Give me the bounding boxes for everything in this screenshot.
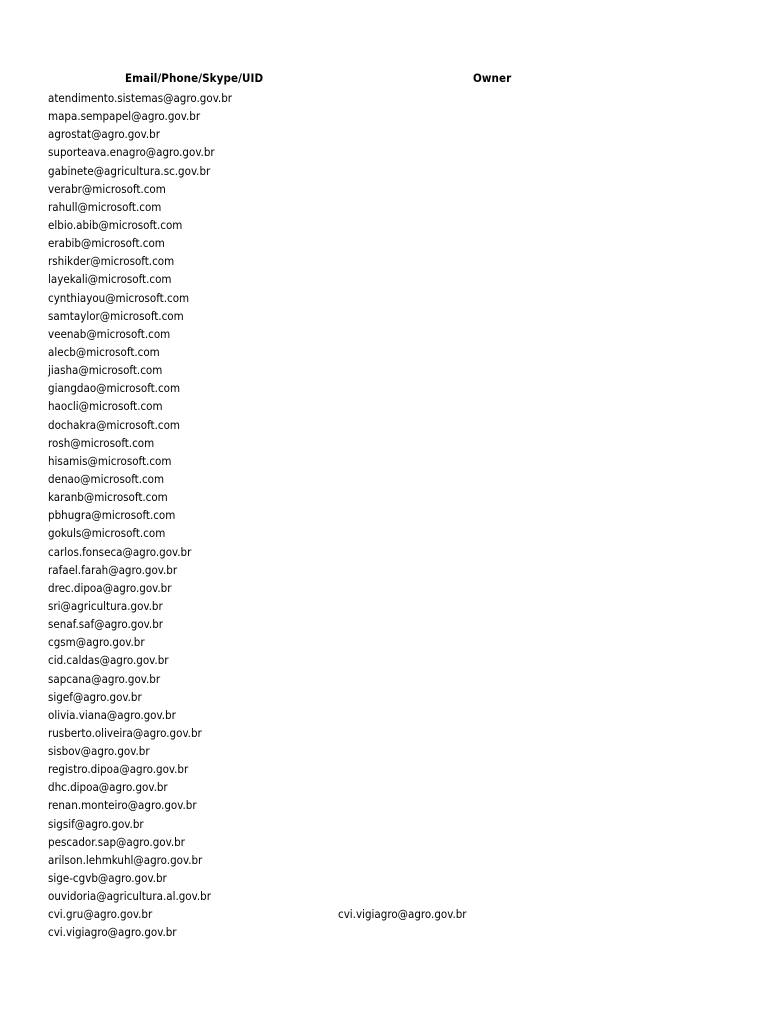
- table-row: [0, 760, 768, 778]
- email-cell: agrostat@agro.gov.br: [48, 127, 160, 142]
- email-cell: jiasha@microsoft.com: [48, 363, 163, 378]
- email-cell: layekali@microsoft.com: [48, 272, 172, 287]
- table-row: [0, 379, 768, 397]
- table-row: [0, 89, 768, 107]
- email-cell: registro.dipoa@agro.gov.br: [48, 762, 189, 777]
- table-row: [0, 252, 768, 270]
- email-cell: arilson.lehmkuhl@agro.gov.br: [48, 852, 203, 867]
- email-cell: karanb@microsoft.com: [48, 490, 168, 505]
- table-row: [0, 234, 768, 252]
- table-row: [0, 706, 768, 724]
- table-row: [0, 688, 768, 706]
- table-row: [0, 670, 768, 688]
- email-cell: ouvidoria@agricultura.al.gov.br: [48, 889, 211, 904]
- email-cell: dhc.dipoa@agro.gov.br: [48, 780, 168, 795]
- email-cell: suporteava.enagro@agro.gov.br: [48, 145, 215, 160]
- email-cell: sigsif@agro.gov.br: [48, 816, 144, 831]
- table-row: [0, 270, 768, 288]
- table-body: [0, 89, 768, 942]
- owner-cell: cvi.vigiagro@agro.gov.br: [338, 907, 467, 922]
- owner-column-header: Owner: [473, 71, 512, 85]
- table-row: [0, 180, 768, 198]
- table-row: [0, 506, 768, 524]
- email-cell: pbhugra@microsoft.com: [48, 508, 176, 523]
- email-cell: sapcana@agro.gov.br: [48, 671, 161, 686]
- email-cell: carlos.fonseca@agro.gov.br: [48, 544, 192, 559]
- email-cell: atendimento.sistemas@agro.gov.br: [48, 91, 233, 105]
- table-row: [0, 851, 768, 869]
- email-cell: cvi.vigiagro@agro.gov.br: [48, 925, 177, 940]
- email-cell: dochakra@microsoft.com: [48, 417, 180, 432]
- table-row: [0, 162, 768, 180]
- table-row: [0, 361, 768, 379]
- table-row: [0, 434, 768, 452]
- table-row: [0, 470, 768, 488]
- email-cell: hisamis@microsoft.com: [48, 453, 172, 468]
- email-cell: sigef@agro.gov.br: [48, 689, 142, 704]
- email-cell: gabinete@agricultura.sc.gov.br: [48, 163, 211, 178]
- table-row: [0, 887, 768, 905]
- email-cell: rahull@microsoft.com: [48, 199, 162, 214]
- email-cell: cvi.gru@agro.gov.br: [48, 907, 153, 922]
- table-row: [0, 107, 768, 125]
- email-cell: mapa.sempapel@agro.gov.br: [48, 109, 201, 124]
- email-cell: samtaylor@microsoft.com: [48, 308, 184, 323]
- email-cell: alecb@microsoft.com: [48, 344, 160, 359]
- email-cell: pescador.sap@agro.gov.br: [48, 834, 185, 849]
- email-cell: rshikder@microsoft.com: [48, 254, 175, 269]
- email-cell: cynthiayou@microsoft.com: [48, 290, 190, 305]
- email-cell: drec.dipoa@agro.gov.br: [48, 580, 172, 595]
- email-cell: giangdao@microsoft.com: [48, 381, 181, 396]
- email-cell: veenab@microsoft.com: [48, 326, 171, 341]
- table-row: [0, 198, 768, 216]
- table-row: [0, 289, 768, 307]
- table-row: [0, 597, 768, 615]
- email-cell: sisbov@agro.gov.br: [48, 744, 150, 759]
- table-row: [0, 651, 768, 669]
- email-cell: elbio.abib@microsoft.com: [48, 217, 183, 232]
- table-header: [0, 71, 768, 89]
- table-row: [0, 724, 768, 742]
- email-cell: gokuls@microsoft.com: [48, 526, 166, 541]
- table-row: [0, 561, 768, 579]
- table-row: [0, 579, 768, 597]
- table-row: [0, 416, 768, 434]
- email-cell: denao@microsoft.com: [48, 471, 165, 486]
- email-cell: rosh@microsoft.com: [48, 435, 155, 450]
- email-cell: olivia.viana@agro.gov.br: [48, 707, 176, 722]
- table-row: [0, 524, 768, 542]
- table-row: [0, 742, 768, 760]
- table-row: [0, 815, 768, 833]
- table-row: [0, 796, 768, 814]
- table-row: [0, 905, 768, 923]
- table-row: [0, 325, 768, 343]
- table-row: [0, 869, 768, 887]
- email-cell: renan.monteiro@agro.gov.br: [48, 798, 197, 813]
- table-row: [0, 633, 768, 651]
- table-row: [0, 833, 768, 851]
- email-cell: rusberto.oliveira@agro.gov.br: [48, 725, 202, 740]
- table-row: [0, 343, 768, 361]
- table-row: [0, 307, 768, 325]
- email-cell: cid.caldas@agro.gov.br: [48, 653, 169, 668]
- email-cell: verabr@microsoft.com: [48, 181, 166, 196]
- email-cell: haocli@microsoft.com: [48, 399, 163, 414]
- table-row: [0, 143, 768, 161]
- table-row: [0, 543, 768, 561]
- table-row: [0, 216, 768, 234]
- email-column-header: Email/Phone/Skype/UID: [125, 71, 264, 85]
- email-cell: erabib@microsoft.com: [48, 236, 165, 251]
- table-row: [0, 615, 768, 633]
- table-row: [0, 778, 768, 796]
- table-row: [0, 397, 768, 415]
- email-cell: cgsm@agro.gov.br: [48, 635, 145, 650]
- email-cell: rafael.farah@agro.gov.br: [48, 562, 178, 577]
- email-cell: sige-cgvb@agro.gov.br: [48, 871, 167, 886]
- table-row: [0, 923, 768, 941]
- email-cell: sri@agricultura.gov.br: [48, 598, 163, 613]
- table-row: [0, 125, 768, 143]
- table-row: [0, 488, 768, 506]
- email-cell: senaf.saf@agro.gov.br: [48, 617, 164, 632]
- table-row: [0, 452, 768, 470]
